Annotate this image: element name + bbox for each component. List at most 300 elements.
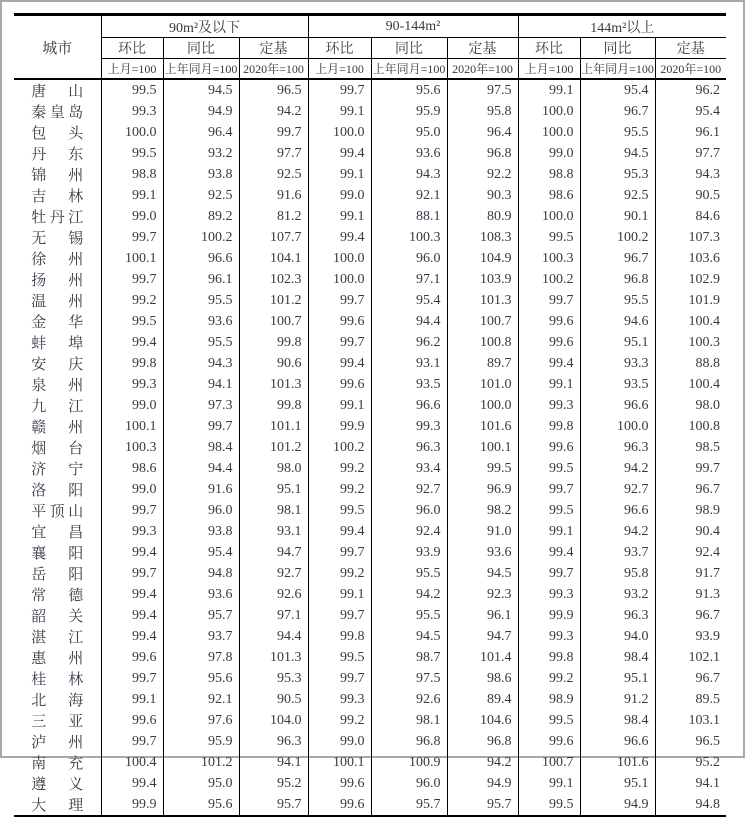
value-cell: 99.8 [101, 353, 163, 374]
value-cell: 99.7 [101, 227, 163, 248]
value-cell: 94.4 [163, 458, 239, 479]
city-name: 泉州 [31, 378, 84, 394]
value-cell: 98.0 [655, 395, 726, 416]
value-cell: 99.6 [101, 647, 163, 668]
metric-header-mom: 环比 [308, 38, 371, 59]
value-cell: 101.4 [447, 647, 518, 668]
value-cell: 100.1 [101, 416, 163, 437]
city-cell [14, 164, 101, 185]
city-cell [14, 647, 101, 668]
group-header-over-144: 144m²以上 [518, 15, 726, 38]
city-cell [14, 479, 101, 500]
value-cell: 93.9 [655, 626, 726, 647]
city-name: 宜昌 [31, 525, 84, 541]
table-row [14, 395, 726, 416]
table-row [14, 521, 726, 542]
value-cell: 98.4 [580, 647, 655, 668]
value-cell: 98.6 [447, 668, 518, 689]
value-cell: 99.5 [101, 79, 163, 101]
city-cell [14, 206, 101, 227]
value-cell: 99.8 [239, 332, 308, 353]
value-cell: 100.7 [447, 311, 518, 332]
value-cell: 96.7 [655, 668, 726, 689]
value-cell: 96.6 [371, 395, 447, 416]
value-cell: 100.8 [447, 332, 518, 353]
value-cell: 99.7 [308, 605, 371, 626]
value-cell: 100.0 [580, 416, 655, 437]
value-cell: 107.3 [655, 227, 726, 248]
city-cell [14, 353, 101, 374]
value-cell: 95.6 [163, 794, 239, 816]
value-cell: 99.4 [308, 143, 371, 164]
value-cell: 98.8 [518, 164, 580, 185]
city-cell [14, 143, 101, 164]
value-cell: 95.1 [580, 332, 655, 353]
value-cell: 99.8 [518, 647, 580, 668]
value-cell: 99.5 [518, 458, 580, 479]
value-cell: 92.7 [580, 479, 655, 500]
table-row [14, 773, 726, 794]
table-row [14, 290, 726, 311]
value-cell: 99.2 [308, 458, 371, 479]
value-cell: 99.4 [101, 584, 163, 605]
value-cell: 99.4 [518, 353, 580, 374]
value-cell: 99.4 [101, 773, 163, 794]
value-cell: 95.3 [580, 164, 655, 185]
base-header-same-month-last-year: 上年同月=100 [163, 59, 239, 80]
value-cell: 101.3 [239, 374, 308, 395]
city-cell [14, 332, 101, 353]
city-name: 金华 [31, 315, 84, 331]
value-cell: 99.6 [518, 437, 580, 458]
city-cell [14, 458, 101, 479]
city-name: 平顶山 [31, 504, 84, 520]
value-cell: 97.1 [239, 605, 308, 626]
metric-header-fixedbase: 定基 [239, 38, 308, 59]
city-name: 扬州 [31, 273, 84, 289]
value-cell: 100.3 [101, 437, 163, 458]
value-cell: 99.6 [308, 311, 371, 332]
value-cell: 99.5 [518, 227, 580, 248]
value-cell: 96.0 [163, 500, 239, 521]
value-cell: 99.3 [371, 416, 447, 437]
value-cell: 99.6 [101, 710, 163, 731]
value-cell: 91.6 [239, 185, 308, 206]
table-row [14, 122, 726, 143]
city-name: 秦皇岛 [31, 105, 84, 121]
base-header-prev-month: 上月=100 [308, 59, 371, 80]
value-cell: 93.6 [163, 311, 239, 332]
city-cell [14, 311, 101, 332]
city-name: 烟台 [31, 441, 84, 457]
city-cell [14, 269, 101, 290]
city-name: 洛阳 [31, 483, 84, 499]
value-cell: 99.5 [518, 710, 580, 731]
value-cell: 96.3 [239, 731, 308, 752]
value-cell: 99.9 [518, 605, 580, 626]
value-cell: 99.1 [308, 395, 371, 416]
value-cell: 95.4 [163, 542, 239, 563]
value-cell: 96.6 [580, 731, 655, 752]
value-cell: 96.8 [447, 731, 518, 752]
value-cell: 99.6 [518, 731, 580, 752]
value-cell: 96.1 [655, 122, 726, 143]
value-cell: 99.0 [518, 143, 580, 164]
value-cell: 99.7 [518, 479, 580, 500]
value-cell: 95.4 [371, 290, 447, 311]
table-row [14, 185, 726, 206]
value-cell: 91.6 [163, 479, 239, 500]
value-cell: 99.7 [308, 542, 371, 563]
value-cell: 103.9 [447, 269, 518, 290]
city-cell [14, 689, 101, 710]
value-cell: 94.4 [239, 626, 308, 647]
value-cell: 92.1 [371, 185, 447, 206]
city-name: 三亚 [31, 714, 84, 730]
table-row [14, 143, 726, 164]
metric-header-mom: 环比 [518, 38, 580, 59]
city-name: 湛江 [31, 630, 84, 646]
value-cell: 102.9 [655, 269, 726, 290]
table-row [14, 248, 726, 269]
value-cell: 94.0 [580, 626, 655, 647]
value-cell: 99.1 [308, 164, 371, 185]
value-cell: 99.5 [518, 500, 580, 521]
city-cell [14, 185, 101, 206]
value-cell: 100.3 [371, 227, 447, 248]
value-cell: 99.8 [239, 395, 308, 416]
value-cell: 100.0 [308, 269, 371, 290]
value-cell: 99.1 [101, 185, 163, 206]
value-cell: 100.0 [518, 122, 580, 143]
value-cell: 98.6 [518, 185, 580, 206]
value-cell: 92.4 [655, 542, 726, 563]
value-cell: 96.0 [371, 500, 447, 521]
value-cell: 99.9 [101, 794, 163, 816]
value-cell: 100.4 [101, 752, 163, 773]
value-cell: 90.5 [655, 185, 726, 206]
base-header-same-month-last-year: 上年同月=100 [371, 59, 447, 80]
value-cell: 96.0 [371, 248, 447, 269]
value-cell: 99.9 [308, 416, 371, 437]
value-cell: 99.0 [101, 206, 163, 227]
city-name: 南充 [31, 756, 84, 772]
value-cell: 96.4 [163, 122, 239, 143]
value-cell: 97.8 [163, 647, 239, 668]
base-header-same-month-last-year: 上年同月=100 [580, 59, 655, 80]
value-cell: 100.2 [308, 437, 371, 458]
value-cell: 99.2 [101, 290, 163, 311]
metric-header-row [14, 38, 726, 59]
city-name: 温州 [31, 294, 84, 310]
value-cell: 100.0 [308, 122, 371, 143]
value-cell: 96.6 [580, 395, 655, 416]
table-row [14, 101, 726, 122]
value-cell: 99.7 [308, 290, 371, 311]
value-cell: 104.9 [447, 248, 518, 269]
city-name: 九江 [31, 399, 84, 415]
value-cell: 90.1 [580, 206, 655, 227]
city-cell [14, 227, 101, 248]
value-cell: 101.6 [447, 416, 518, 437]
value-cell: 99.7 [239, 122, 308, 143]
value-cell: 92.2 [447, 164, 518, 185]
value-cell: 108.3 [447, 227, 518, 248]
value-cell: 95.5 [371, 605, 447, 626]
value-cell: 95.5 [580, 290, 655, 311]
value-cell: 94.4 [371, 311, 447, 332]
value-cell: 94.1 [163, 374, 239, 395]
value-cell: 104.0 [239, 710, 308, 731]
value-cell: 99.4 [101, 542, 163, 563]
value-cell: 99.4 [308, 521, 371, 542]
value-cell: 99.7 [308, 79, 371, 101]
value-cell: 102.3 [239, 269, 308, 290]
value-cell: 94.5 [163, 79, 239, 101]
value-cell: 95.9 [371, 101, 447, 122]
metric-header-mom: 环比 [101, 38, 163, 59]
city-cell [14, 710, 101, 731]
metric-header-fixedbase: 定基 [655, 38, 726, 59]
value-cell: 99.7 [655, 458, 726, 479]
value-cell: 95.5 [163, 290, 239, 311]
value-cell: 100.0 [518, 206, 580, 227]
value-cell: 91.3 [655, 584, 726, 605]
value-cell: 98.7 [371, 647, 447, 668]
value-cell: 99.6 [308, 794, 371, 816]
value-cell: 99.3 [518, 395, 580, 416]
value-cell: 103.1 [655, 710, 726, 731]
value-cell: 99.0 [308, 731, 371, 752]
value-cell: 99.5 [447, 458, 518, 479]
value-cell: 97.7 [239, 143, 308, 164]
value-cell: 89.5 [655, 689, 726, 710]
value-cell: 94.7 [447, 626, 518, 647]
base-header-row [14, 59, 726, 80]
value-cell: 90.3 [447, 185, 518, 206]
base-header-prev-month: 上月=100 [101, 59, 163, 80]
city-name: 北海 [31, 693, 84, 709]
value-cell: 107.7 [239, 227, 308, 248]
table-row [14, 668, 726, 689]
value-cell: 95.7 [239, 794, 308, 816]
value-cell: 95.5 [163, 332, 239, 353]
value-cell: 99.7 [308, 668, 371, 689]
value-cell: 101.2 [239, 290, 308, 311]
base-header-prev-month: 上月=100 [518, 59, 580, 80]
city-name: 泸州 [31, 735, 84, 751]
table-row [14, 374, 726, 395]
value-cell: 101.1 [239, 416, 308, 437]
value-cell: 94.3 [163, 353, 239, 374]
value-cell: 99.8 [518, 416, 580, 437]
value-cell: 91.0 [447, 521, 518, 542]
city-name: 大理 [31, 798, 84, 814]
value-cell: 96.7 [655, 605, 726, 626]
value-cell: 104.6 [447, 710, 518, 731]
value-cell: 100.8 [655, 416, 726, 437]
value-cell: 99.1 [518, 521, 580, 542]
value-cell: 99.5 [518, 794, 580, 816]
value-cell: 95.5 [580, 122, 655, 143]
city-name: 无锡 [31, 231, 84, 247]
value-cell: 100.7 [518, 752, 580, 773]
value-cell: 92.5 [163, 185, 239, 206]
base-header-2020: 2020年=100 [239, 59, 308, 80]
city-name: 安庆 [31, 357, 84, 373]
value-cell: 81.2 [239, 206, 308, 227]
table-row [14, 353, 726, 374]
value-cell: 92.6 [371, 689, 447, 710]
value-cell: 99.1 [308, 206, 371, 227]
value-cell: 99.6 [308, 773, 371, 794]
city-cell [14, 290, 101, 311]
value-cell: 99.7 [308, 332, 371, 353]
metric-header-yoy: 同比 [163, 38, 239, 59]
city-name: 蚌埠 [31, 336, 84, 352]
value-cell: 99.1 [308, 584, 371, 605]
value-cell: 92.7 [371, 479, 447, 500]
group-header-90-144: 90-144m² [308, 15, 518, 38]
value-cell: 97.7 [655, 143, 726, 164]
value-cell: 93.7 [163, 626, 239, 647]
city-name: 丹东 [31, 147, 84, 163]
table-row [14, 437, 726, 458]
table-row [14, 752, 726, 773]
value-cell: 97.5 [371, 668, 447, 689]
value-cell: 97.3 [163, 395, 239, 416]
value-cell: 100.2 [163, 227, 239, 248]
value-cell: 99.3 [101, 374, 163, 395]
value-cell: 99.1 [101, 689, 163, 710]
city-cell [14, 773, 101, 794]
table-row [14, 647, 726, 668]
value-cell: 92.7 [239, 563, 308, 584]
value-cell: 94.1 [655, 773, 726, 794]
value-cell: 89.7 [447, 353, 518, 374]
table-row [14, 332, 726, 353]
value-cell: 96.9 [447, 479, 518, 500]
value-cell: 92.4 [371, 521, 447, 542]
city-name: 襄阳 [31, 546, 84, 562]
city-name: 韶关 [31, 609, 84, 625]
value-cell: 99.5 [308, 500, 371, 521]
value-cell: 95.1 [580, 773, 655, 794]
value-cell: 94.9 [580, 794, 655, 816]
value-cell: 99.3 [518, 584, 580, 605]
city-cell [14, 626, 101, 647]
value-cell: 100.2 [518, 269, 580, 290]
base-header-2020: 2020年=100 [655, 59, 726, 80]
value-cell: 96.3 [580, 605, 655, 626]
table-row [14, 626, 726, 647]
value-cell: 93.5 [371, 374, 447, 395]
value-cell: 97.6 [163, 710, 239, 731]
value-cell: 94.8 [655, 794, 726, 816]
value-cell: 94.5 [371, 626, 447, 647]
value-cell: 96.3 [371, 437, 447, 458]
table-row [14, 458, 726, 479]
city-name: 常德 [31, 588, 84, 604]
value-cell: 99.7 [101, 668, 163, 689]
metric-header-yoy: 同比 [580, 38, 655, 59]
value-cell: 94.7 [239, 542, 308, 563]
value-cell: 98.1 [239, 500, 308, 521]
value-cell: 97.5 [447, 79, 518, 101]
value-cell: 95.1 [580, 668, 655, 689]
value-cell: 99.7 [101, 731, 163, 752]
value-cell: 100.4 [655, 311, 726, 332]
value-cell: 96.0 [371, 773, 447, 794]
value-cell: 99.0 [101, 479, 163, 500]
table-row [14, 710, 726, 731]
value-cell: 99.5 [101, 143, 163, 164]
city-cell [14, 794, 101, 816]
price-index-table [14, 13, 726, 817]
value-cell: 94.2 [580, 458, 655, 479]
value-cell: 98.4 [580, 710, 655, 731]
value-cell: 100.3 [518, 248, 580, 269]
city-name: 牡丹江 [31, 210, 84, 226]
value-cell: 94.2 [447, 752, 518, 773]
value-cell: 99.3 [518, 626, 580, 647]
value-cell: 99.5 [101, 311, 163, 332]
value-cell: 92.1 [163, 689, 239, 710]
value-cell: 95.4 [580, 79, 655, 101]
value-cell: 96.8 [371, 731, 447, 752]
value-cell: 99.4 [518, 542, 580, 563]
table-row [14, 563, 726, 584]
value-cell: 93.6 [371, 143, 447, 164]
value-cell: 99.7 [163, 416, 239, 437]
table-row [14, 416, 726, 437]
table-row [14, 311, 726, 332]
value-cell: 95.9 [163, 731, 239, 752]
value-cell: 98.5 [655, 437, 726, 458]
value-cell: 94.9 [163, 101, 239, 122]
value-cell: 100.1 [101, 248, 163, 269]
value-cell: 94.5 [580, 143, 655, 164]
value-cell: 94.5 [447, 563, 518, 584]
value-cell: 99.1 [518, 773, 580, 794]
table-row [14, 206, 726, 227]
value-cell: 100.3 [655, 332, 726, 353]
value-cell: 95.7 [371, 794, 447, 816]
value-cell: 99.1 [518, 79, 580, 101]
value-cell: 93.6 [447, 542, 518, 563]
value-cell: 99.2 [308, 563, 371, 584]
table-row [14, 227, 726, 248]
value-cell: 93.7 [580, 542, 655, 563]
table-row [14, 689, 726, 710]
city-cell [14, 437, 101, 458]
value-cell: 95.4 [655, 101, 726, 122]
table-row [14, 794, 726, 816]
value-cell: 95.6 [163, 668, 239, 689]
value-cell: 90.5 [239, 689, 308, 710]
value-cell: 96.6 [163, 248, 239, 269]
value-cell: 93.4 [371, 458, 447, 479]
value-cell: 101.2 [163, 752, 239, 773]
city-name: 惠州 [31, 651, 84, 667]
value-cell: 102.1 [655, 647, 726, 668]
table-row [14, 269, 726, 290]
value-cell: 99.4 [101, 605, 163, 626]
value-cell: 100.1 [447, 437, 518, 458]
value-cell: 95.2 [655, 752, 726, 773]
city-name: 包头 [31, 126, 84, 142]
value-cell: 96.1 [163, 269, 239, 290]
